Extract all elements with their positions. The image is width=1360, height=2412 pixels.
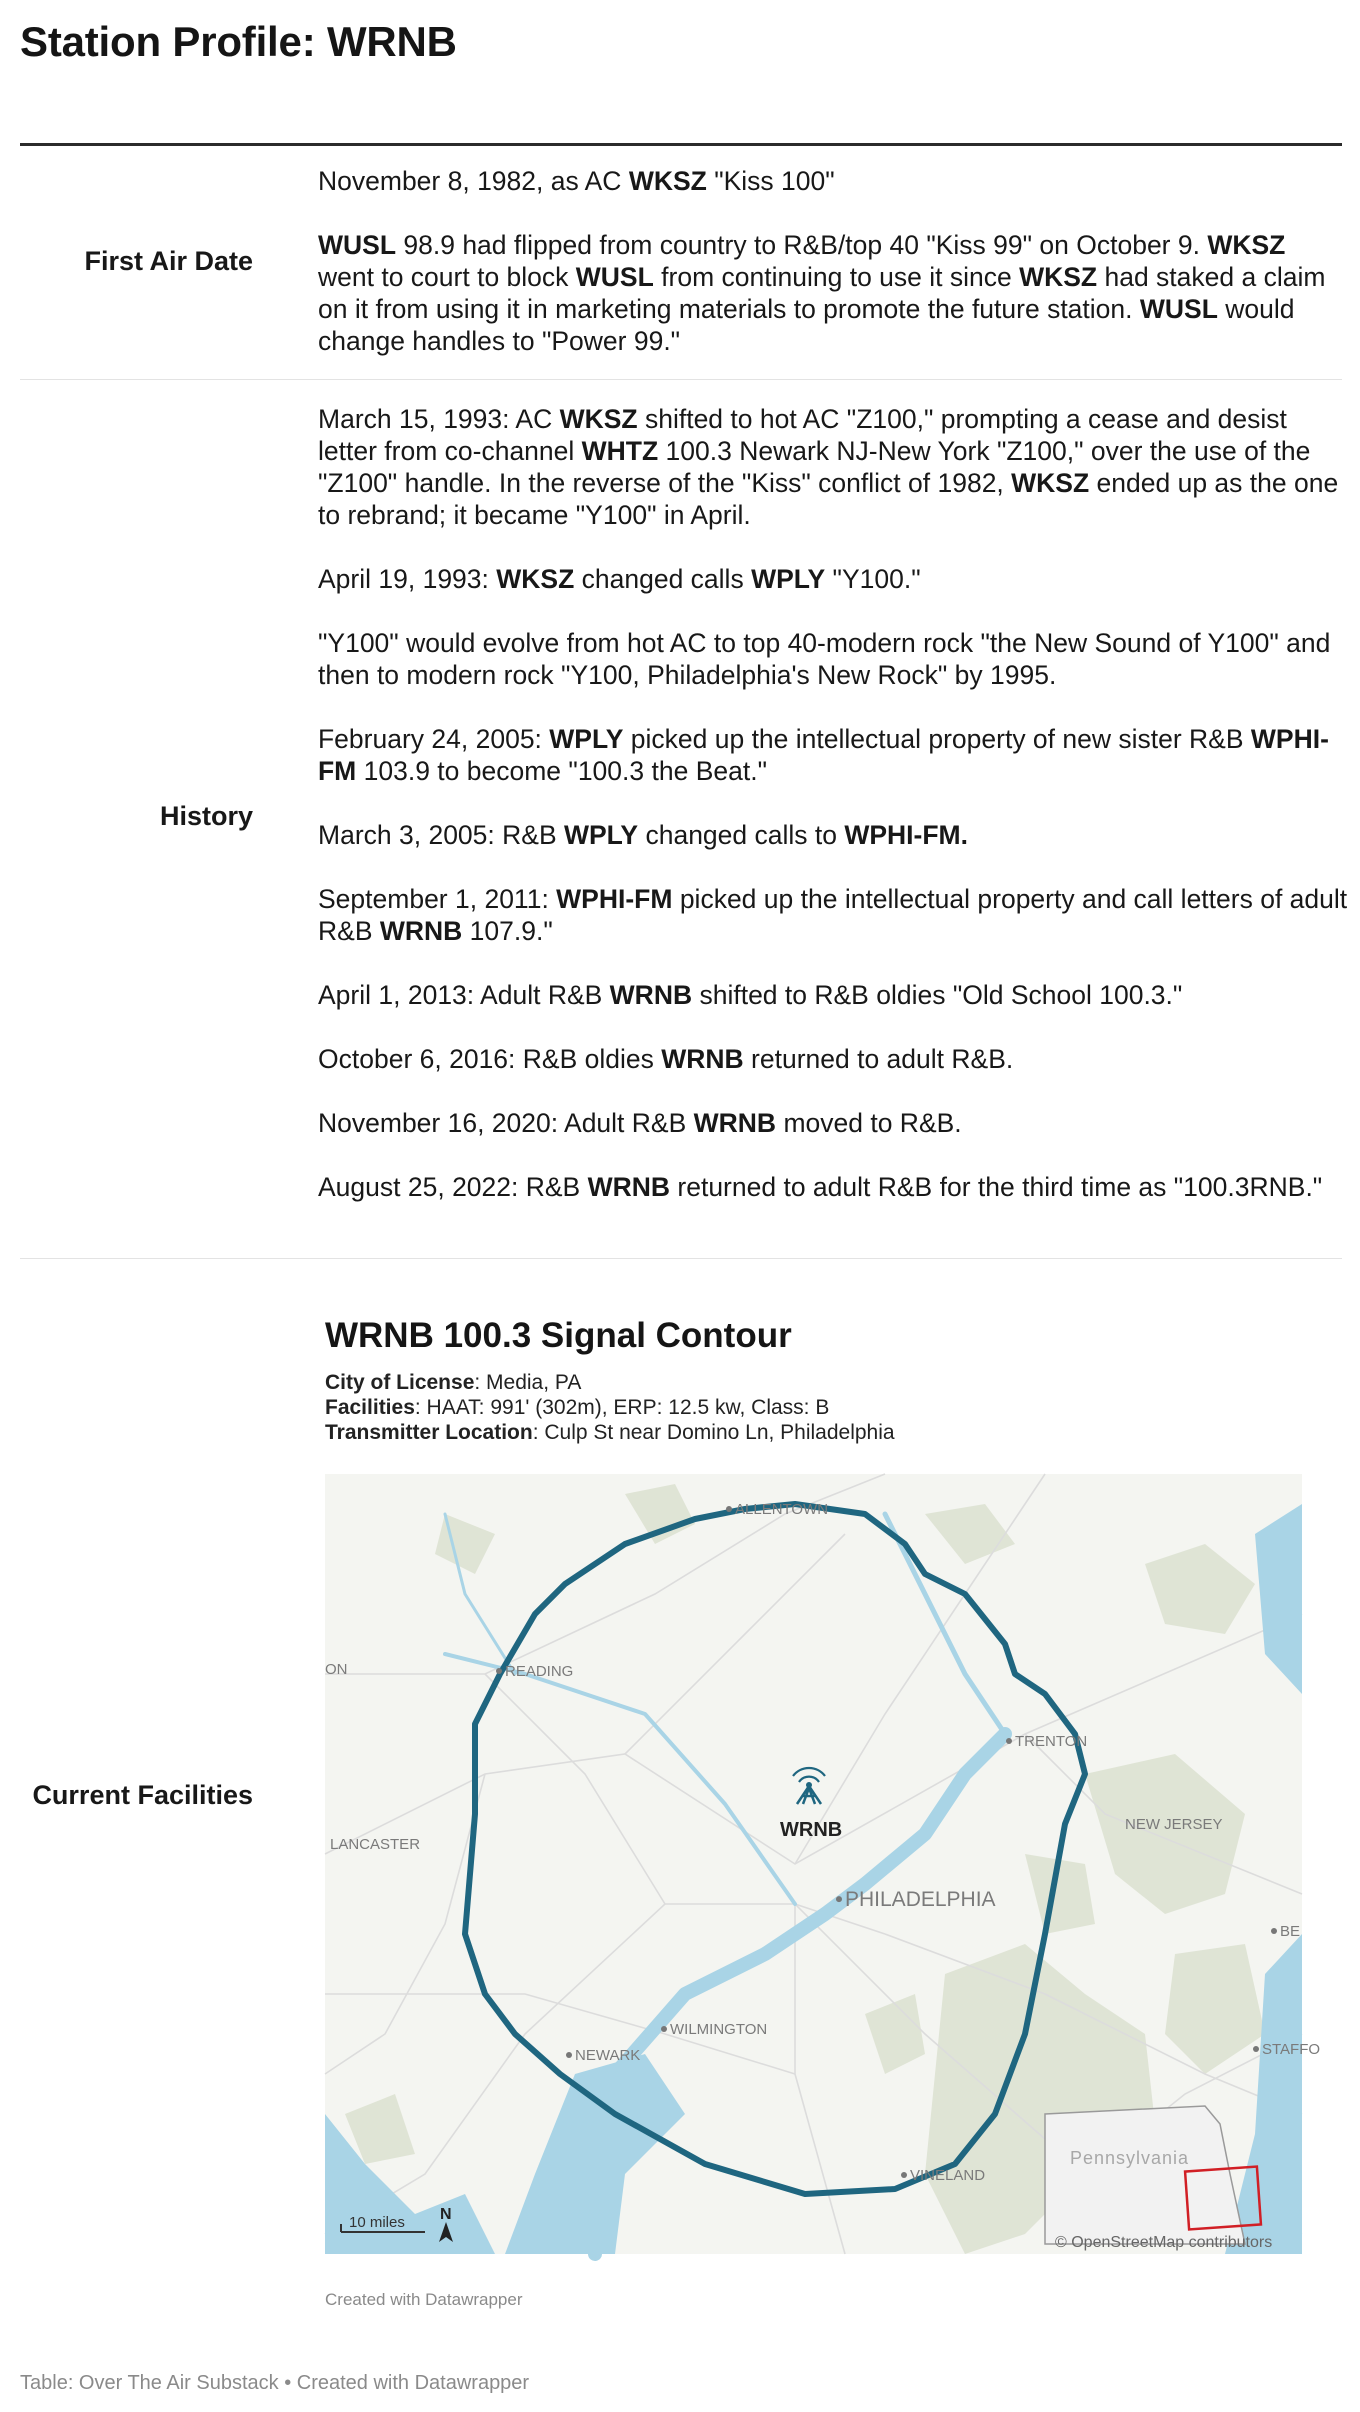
paragraph	[318, 883, 1348, 947]
map-credit[interactable]: Created with Datawrapper	[325, 2290, 523, 2309]
paragraph	[318, 1043, 1348, 1075]
text-run: returned to adult R&B.	[743, 1044, 1014, 1074]
place-label: BE	[1280, 1923, 1301, 1940]
paragraph	[318, 627, 1348, 691]
row-history	[20, 381, 1348, 1259]
map-attribution[interactable]: © OpenStreetMap contributors	[1055, 2234, 1273, 2251]
text-run: 107.9."	[462, 916, 553, 946]
call-letters: WRNB	[379, 916, 463, 946]
call-letters: WPHI-FM	[556, 884, 673, 914]
call-letters: WPHI-FM.	[844, 820, 968, 850]
text-run: 98.9 had flipped from country to R&B/top 40 "Kiss 99" on October 9.	[396, 230, 1208, 260]
text-run: March 15, 1993: AC	[318, 404, 560, 434]
paragraph	[318, 1107, 1348, 1139]
place-dot	[661, 2026, 667, 2032]
paragraph	[318, 563, 1348, 595]
meta-city-of-license	[325, 1370, 895, 1395]
row-current-facilities	[20, 1260, 1342, 2350]
text-run: April 1, 2013: Adult R&B	[318, 980, 610, 1010]
paragraph	[318, 723, 1348, 787]
text-run: ended up as the one to rebrand; it became "Y100" in April.	[318, 468, 1339, 530]
meta-key: City of License	[325, 1371, 475, 1394]
paragraph	[318, 165, 1348, 197]
row-first-air-date	[20, 147, 1342, 380]
text-run: November 16, 2020: Adult R&B	[318, 1108, 694, 1138]
text-run: "Kiss 100"	[706, 166, 835, 196]
title-divider	[20, 143, 1342, 146]
place-dot	[1271, 1928, 1277, 1934]
place-dot	[566, 2052, 572, 2058]
row-label-history: History	[159, 801, 253, 831]
place-dot	[1006, 1738, 1012, 1744]
place-label: PHILADELPHIA	[845, 1888, 996, 1911]
place-label: ON	[325, 1661, 348, 1678]
text-run: returned to adult R&B for the third time as "100.3RNB."	[670, 1172, 1323, 1202]
call-letters: WUSL	[1139, 294, 1218, 324]
call-letters: WRNB	[661, 1044, 744, 1074]
place-dot	[901, 2172, 907, 2178]
place-label: LANCASTER	[330, 1836, 421, 1853]
text-run: February 24, 2005:	[318, 724, 550, 754]
text-run: had staked a claim on it from using it in marketing materials to promote the future station.	[318, 262, 1326, 324]
row-body-history	[318, 403, 1348, 1203]
place-dot	[836, 1896, 842, 1902]
text-run: "Y100" would evolve from hot AC to top 40-modern rock "the New Sound of Y100" and then to modern rock "Y100, Philadelphia's New Rock" by 1995.	[318, 628, 1331, 690]
place-dot	[496, 1668, 502, 1674]
paragraph	[318, 819, 1348, 851]
call-letters: WPHI-FM	[318, 724, 1329, 786]
text-run: November 8, 1982, as AC	[318, 166, 629, 196]
map-metadata	[325, 1370, 895, 1445]
station-label: WRNB	[780, 1819, 843, 1841]
text-run: October 6, 2016: R&B oldies	[318, 1044, 662, 1074]
call-letters: WRNB	[587, 1172, 671, 1202]
text-run: April 19, 1993:	[318, 564, 497, 594]
meta-value: : HAAT: 991' (302m), ERP: 12.5 kw, Class: B	[414, 1396, 830, 1419]
place-label: ALLENTOWN	[735, 1501, 829, 1518]
paragraph	[318, 979, 1348, 1011]
place-label: VINELAND	[910, 2167, 986, 2184]
call-letters: WKSZ	[1011, 468, 1090, 498]
place-label: TRENTON	[1015, 1733, 1088, 1750]
meta-transmitter-location	[325, 1420, 895, 1445]
call-letters: WKSZ	[628, 166, 707, 196]
place-label: NEW JERSEY	[1125, 1816, 1223, 1833]
text-run: changed calls	[574, 564, 752, 594]
call-letters: WKSZ	[1019, 262, 1098, 292]
text-run: shifted to hot AC "Z100," prompting a cease and desist letter from co-channel	[318, 404, 1287, 466]
text-run: "Y100."	[825, 564, 921, 594]
inset-label: Pennsylvania	[1070, 2148, 1190, 2168]
call-letters: WHTZ	[581, 436, 659, 466]
text-run: picked up the intellectual property of new sister R&B	[623, 724, 1251, 754]
call-letters: WUSL	[575, 262, 654, 292]
meta-key: Transmitter Location	[325, 1421, 533, 1444]
north-label: N	[440, 2206, 452, 2223]
text-run: picked up the intellectual property and call letters of adult R&B	[318, 884, 1348, 946]
text-run: September 1, 2011:	[318, 884, 557, 914]
place-label: STAFFO	[1262, 2041, 1321, 2058]
place-label: READING	[505, 1663, 574, 1680]
call-letters: WKSZ	[559, 404, 638, 434]
call-letters: WPLY	[563, 820, 639, 850]
call-letters: WPLY	[549, 724, 624, 754]
call-letters: WKSZ	[1207, 230, 1286, 260]
place-label: WILMINGTON	[670, 2021, 768, 2038]
text-run: from continuing to use it since	[653, 262, 1020, 292]
place-dot	[726, 1506, 732, 1512]
text-run: would change handles to "Power 99."	[318, 294, 1295, 356]
meta-value: : Media, PA	[474, 1371, 582, 1394]
scale-label: 10 miles	[349, 2214, 405, 2231]
row-label-first-air-date: First Air Date	[84, 246, 253, 276]
text-run: March 3, 2005: R&B	[318, 820, 564, 850]
paragraph	[318, 403, 1348, 531]
paragraph	[318, 229, 1348, 357]
row-body-first-air-date	[318, 165, 1348, 357]
page-title: Station Profile: WRNB	[20, 18, 457, 65]
paragraph	[318, 1171, 1348, 1203]
place-label: NEWARK	[575, 2047, 641, 2064]
table-footer: Table: Over The Air Substack • Created with Datawrapper	[20, 2372, 530, 2394]
row-label-current-facilities: Current Facilities	[32, 1780, 253, 1810]
meta-facilities	[325, 1395, 895, 1420]
call-letters: WPLY	[751, 564, 826, 594]
text-run: went to court to block	[318, 262, 576, 292]
call-letters: WKSZ	[496, 564, 575, 594]
call-letters: WRNB	[693, 1108, 777, 1138]
meta-key: Facilities	[325, 1396, 415, 1419]
signal-contour-map[interactable]	[325, 1474, 1321, 2254]
text-run: August 25, 2022: R&B	[318, 1172, 588, 1202]
call-letters: WUSL	[318, 230, 397, 260]
text-run: moved to R&B.	[776, 1108, 962, 1138]
text-run: 100.3 Newark NJ-New York "Z100," over the use of the "Z100" handle. In the reverse of the "Kiss" conflict of 1982,	[318, 436, 1311, 498]
meta-value: : Culp St near Domino Ln, Philadelphia	[532, 1421, 895, 1444]
text-run: 103.9 to become "100.3 the Beat."	[356, 756, 767, 786]
place-dot	[1253, 2046, 1259, 2052]
call-letters: WRNB	[609, 980, 693, 1010]
text-run: shifted to R&B oldies "Old School 100.3."	[692, 980, 1183, 1010]
map-title: WRNB 100.3 Signal Contour	[325, 1316, 792, 1355]
text-run: changed calls to	[638, 820, 845, 850]
